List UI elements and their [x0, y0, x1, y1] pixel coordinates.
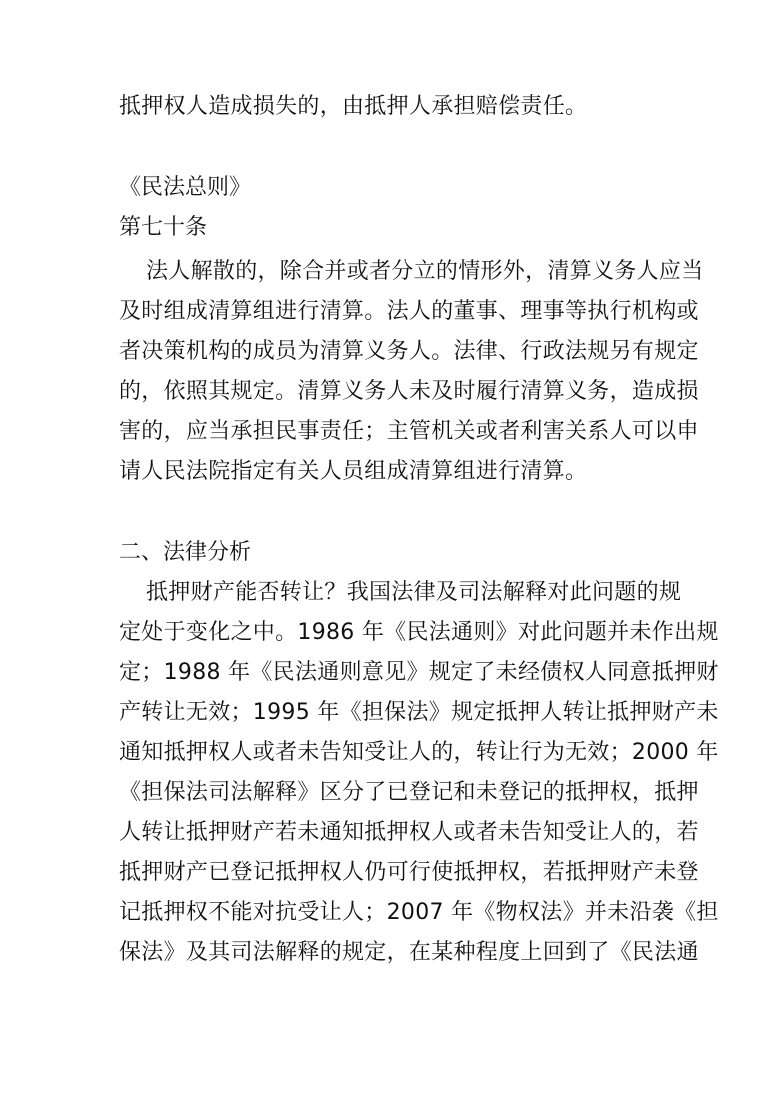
- analysis-line: 抵押财产能否转让？我国法律及司法解释对此问题的规: [146, 580, 682, 605]
- article-line: 害的，应当承担民事责任；主管机关或者利害关系人可以申: [119, 419, 699, 444]
- analysis-line: 定；1988 年《民法通则意见》规定了未经债权人同意抵押财: [119, 660, 719, 685]
- analysis-line: 人转让抵押财产若未通知抵押权人或者未告知受让人的，若: [119, 820, 699, 845]
- article-line: 的，依照其规定。清算义务人未及时履行清算义务，造成损: [119, 379, 699, 404]
- article-line: 者决策机构的成员为清算义务人。法律、行政法规另有规定: [119, 339, 699, 364]
- preceding-text-line: 抵押权人造成损失的，由抵押人承担赔偿责任。: [119, 94, 588, 119]
- article-line: 及时组成清算组进行清算。法人的董事、理事等执行机构或: [119, 299, 699, 324]
- analysis-line: 定处于变化之中。1986 年《民法通则》对此问题并未作出规: [119, 620, 719, 645]
- law-title: 《民法总则》: [119, 175, 252, 200]
- section-heading: 二、法律分析: [119, 540, 252, 565]
- article-line: 法人解散的，除合并或者分立的情形外，清算义务人应当: [146, 259, 704, 284]
- analysis-line: 保法》及其司法解释的规定，在某种程度上回到了《民法通: [119, 940, 699, 965]
- analysis-line: 《担保法司法解释》区分了已登记和未登记的抵押权，抵押: [119, 780, 699, 805]
- article-heading: 第七十条: [119, 215, 208, 240]
- analysis-line: 通知抵押权人或者未告知受让人的，转让行为无效；2000 年: [119, 740, 719, 765]
- analysis-line: 记抵押权不能对抗受让人；2007 年《物权法》并未沿袭《担: [119, 900, 719, 925]
- article-line: 请人民法院指定有关人员组成清算组进行清算。: [119, 459, 588, 484]
- analysis-line: 抵押财产已登记抵押权人仍可行使抵押权，若抵押财产未登: [119, 860, 699, 885]
- analysis-line: 产转让无效；1995 年《担保法》规定抵押人转让抵押财产未: [119, 700, 719, 725]
